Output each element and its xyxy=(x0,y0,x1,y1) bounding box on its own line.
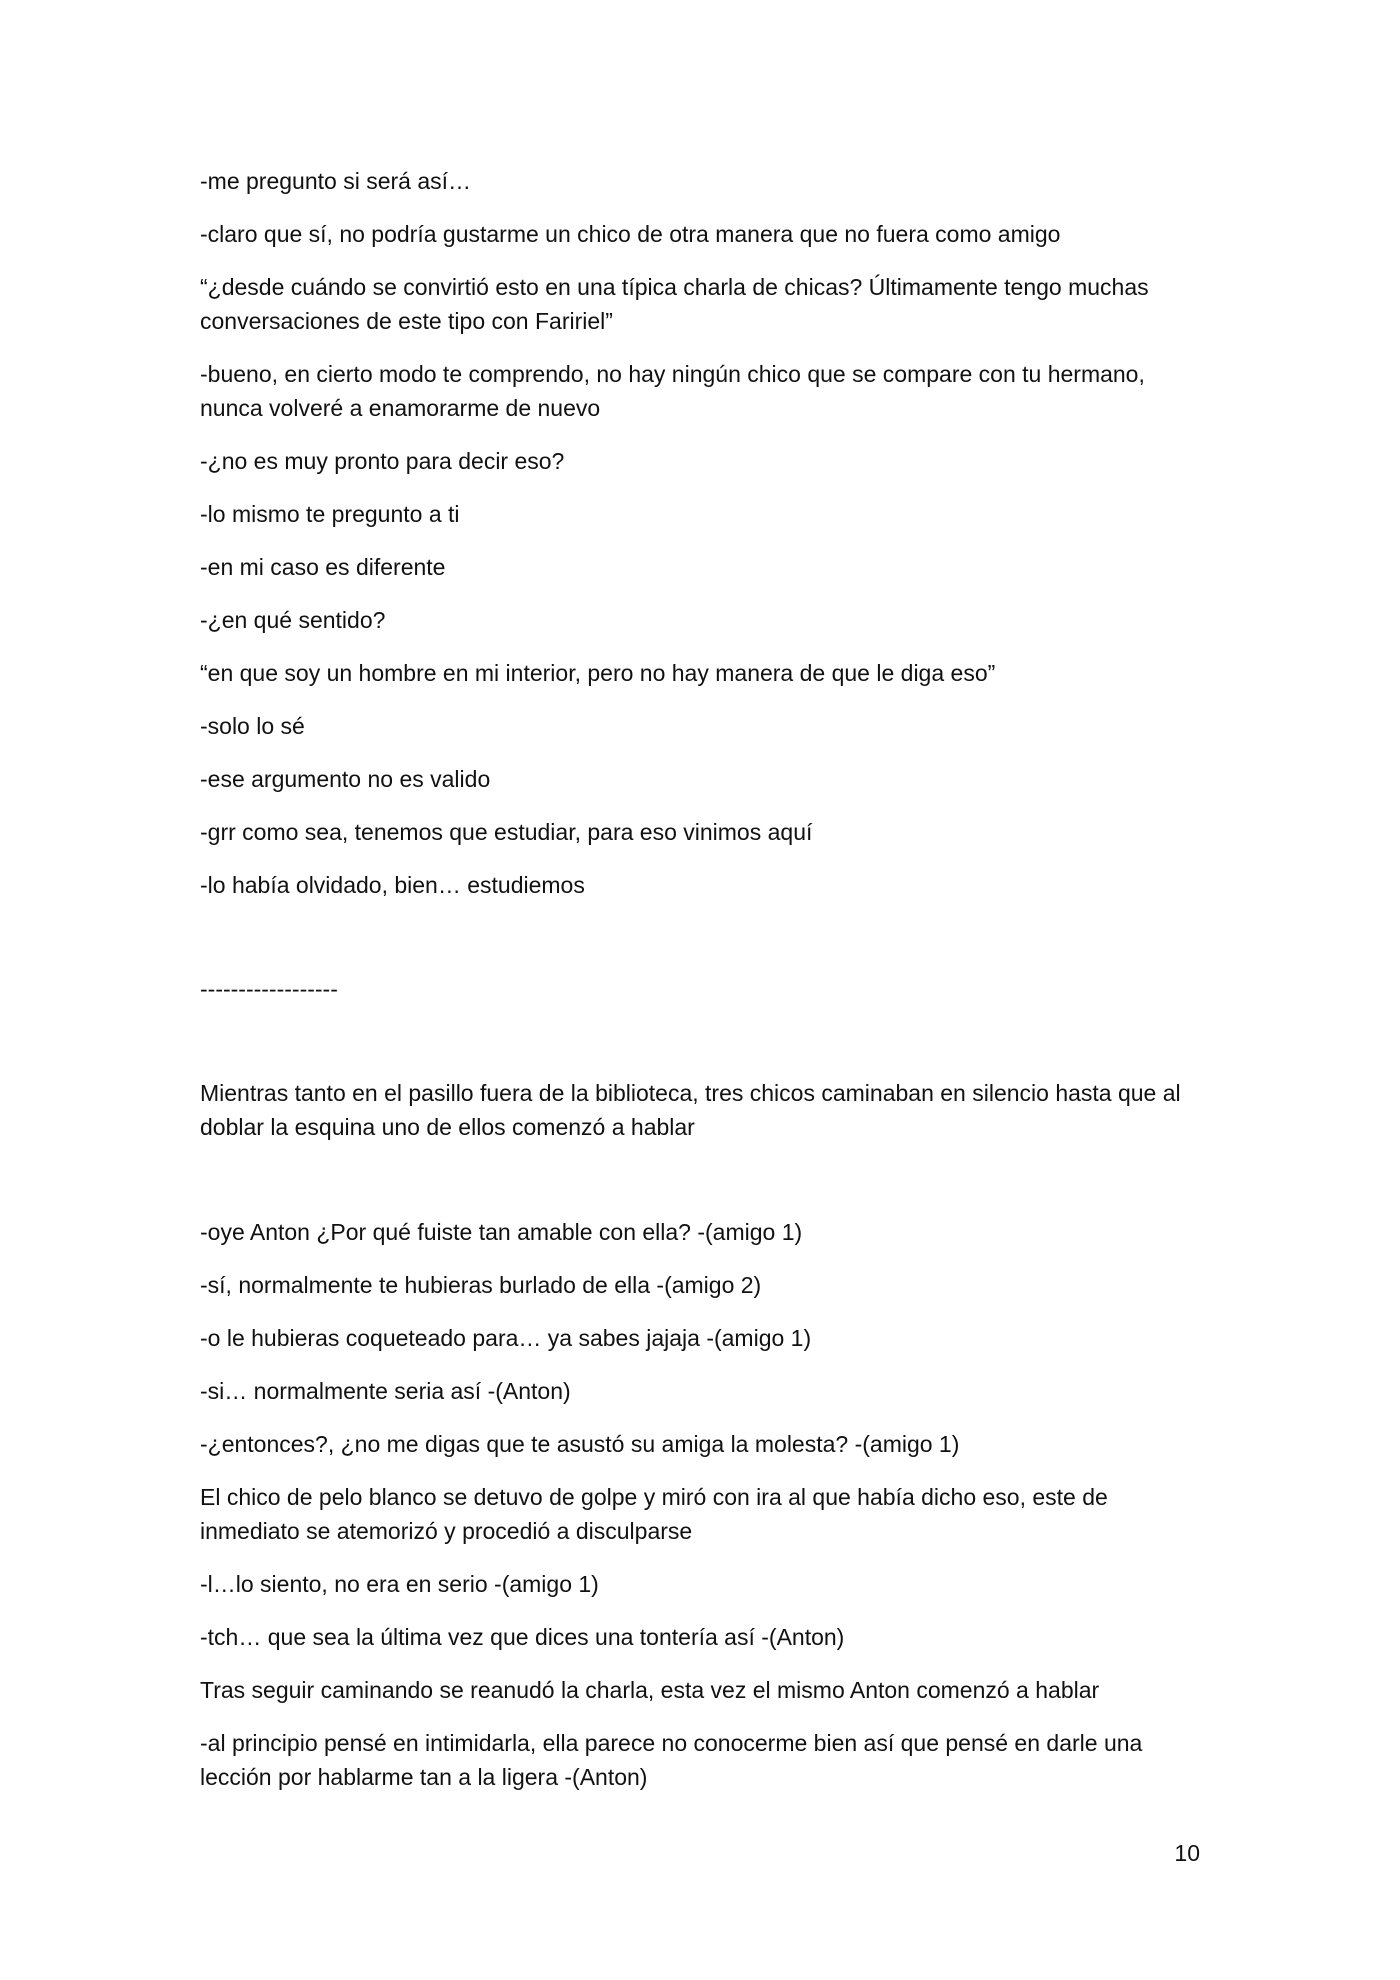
paragraph: -¿en qué sentido? xyxy=(200,607,386,633)
scene-separator: ------------------ xyxy=(200,976,338,1002)
paragraph: -grr como sea, tenemos que estudiar, para eso vinimos aquí xyxy=(200,819,813,845)
paragraph: El chico de pelo blanco se detuvo de golpe y miró con ira al que había dicho eso, este de inmediato se atemorizó y procedió a disculparse xyxy=(200,1484,1108,1544)
paragraph: -¿entonces?, ¿no me digas que te asustó su amiga la molesta? -(amigo 1) xyxy=(200,1431,960,1457)
spacer xyxy=(200,1163,1200,1215)
page-body xyxy=(200,164,1200,1813)
paragraph: -lo había olvidado, bien… estudiemos xyxy=(200,872,585,898)
paragraph: -ese argumento no es valido xyxy=(200,766,491,792)
paragraph: “¿desde cuándo se convirtió esto en una típica charla de chicas? Últimamente tengo muchas conversaciones de este tipo con Faririel” xyxy=(200,274,1149,334)
narration-paragraph: Mientras tanto en el pasillo fuera de la biblioteca, tres chicos caminaban en silencio hasta que al doblar la esquina uno de ellos comenzó a hablar xyxy=(200,1080,1181,1140)
paragraph: -me pregunto si será así… xyxy=(200,168,472,194)
paragraph: -claro que sí, no podría gustarme un chico de otra manera que no fuera como amigo xyxy=(200,221,1061,247)
paragraph: -si… normalmente seria así -(Anton) xyxy=(200,1378,571,1404)
paragraph: -l…lo siento, no era en serio -(amigo 1) xyxy=(200,1571,599,1597)
paragraph: -lo mismo te pregunto a ti xyxy=(200,501,460,527)
paragraph: -oye Anton ¿Por qué fuiste tan amable con ella? -(amigo 1) xyxy=(200,1219,803,1245)
paragraph: -al principio pensé en intimidarla, ella parece no conocerme bien así que pensé en darle una lección por hablarme tan a la ligera -(Anton) xyxy=(200,1730,1143,1790)
paragraph: -sí, normalmente te hubieras burlado de ella -(amigo 2) xyxy=(200,1272,762,1298)
paragraph: Tras seguir caminando se reanudó la charla, esta vez el mismo Anton comenzó a hablar xyxy=(200,1677,1100,1703)
paragraph: -en mi caso es diferente xyxy=(200,554,446,580)
paragraph: -solo lo sé xyxy=(200,713,305,739)
spacer xyxy=(200,1006,1200,1076)
paragraph: -o le hubieras coqueteado para… ya sabes jajaja -(amigo 1) xyxy=(200,1325,812,1351)
paragraph: -tch… que sea la última vez que dices una tontería así -(Anton) xyxy=(200,1624,845,1650)
paragraph: -bueno, en cierto modo te comprendo, no hay ningún chico que se compare con tu hermano, nunca volveré a enamorarme de nuevo xyxy=(200,361,1145,421)
paragraph: -¿no es muy pronto para decir eso? xyxy=(200,448,565,474)
paragraph: “en que soy un hombre en mi interior, pero no hay manera de que le diga eso” xyxy=(200,660,996,686)
page-number: 10 xyxy=(1174,1840,1200,1866)
